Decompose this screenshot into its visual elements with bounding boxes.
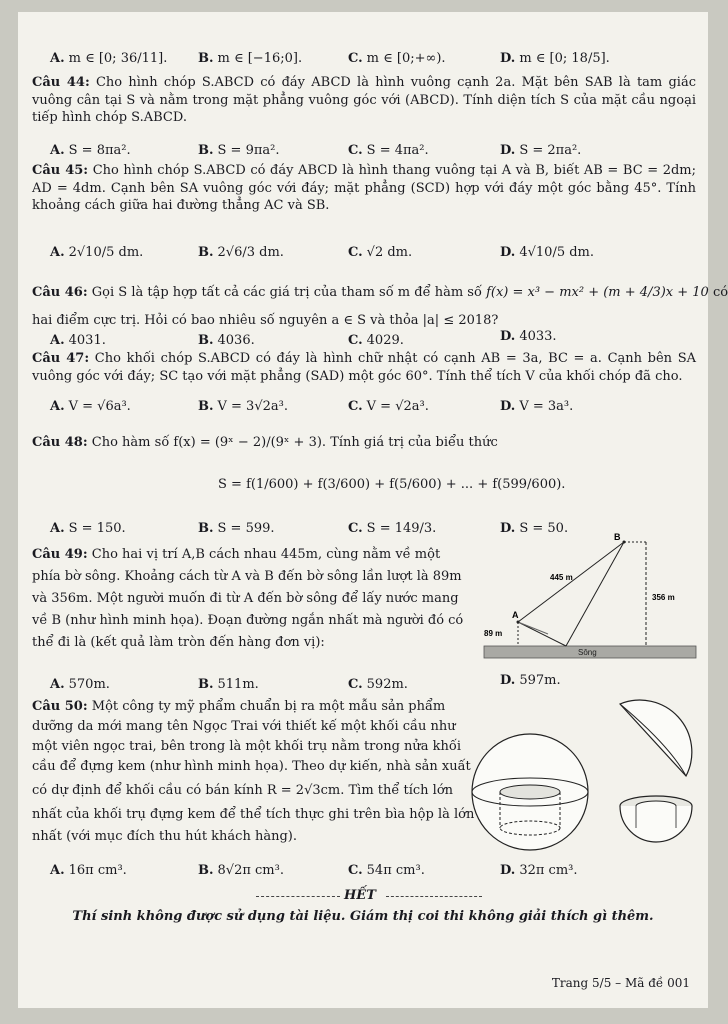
point-a [517,621,520,624]
exam-note: Thí sinh không được sử dụng tài liệu. Giám thị coi thi không giải thích gì thêm. [72,909,654,924]
q44-option-c: C. S = 4πa². [348,143,429,158]
question-text: Cho hình chóp S.ABCD có đáy ABCD là hình vuông cạnh 2a. Mặt bên SAB là tam giác vuông cân tại S và nằm trong mặt phẳng vuông góc với (ABCD). Tính diện tích S của mặt cầu ngoại tiếp hình chóp S.ABCD. [32,75,696,126]
label-a-distance: 89 m [484,629,503,638]
cup-body [620,806,692,842]
question-49-line-5: thể đi là (kết quả làm tròn đến hàng đơn vị): [32,635,325,650]
sum-expression: S = f(1/600) + f(3/600) + f(5/600) + ... + f(599/600). [218,477,566,492]
q48-option-a: A. S = 150. [50,521,126,536]
q46-option-d: D. 4033. [500,329,557,344]
question-50-line-4: cầu để đựng kem (như hình minh họa). Theo dự kiến, nhà sản xuất [32,759,471,774]
q48-option-c: C. S = 149/3. [348,521,437,536]
q49-option-d: D. 597m. [500,673,561,688]
row-top-option-d: D. m ∈ [0; 18/5]. [500,51,610,66]
question-45 [32,162,696,215]
q46-option-b: B. 4036. [198,333,255,348]
question-number: Câu 48: [32,435,88,450]
question-46-line-2 [32,312,498,330]
q44-option-a: A. S = 8πa². [50,143,131,158]
q50-option-d: D. 32π cm³. [500,863,578,878]
q48-option-d: D. S = 50. [500,521,569,536]
question-49-line-3: và 356m. Một người muốn đi từ A đến bờ sông để lấy nước mang [32,591,459,606]
point-b [623,541,626,544]
q47-option-b: B. V = 3√2a³. [198,399,288,414]
label-a: A [512,610,519,620]
row-top-option-a: A. m ∈ [0; 36/11]. [50,51,168,66]
question-44 [32,74,696,127]
question-50-line-6: nhất của khối trụ đựng kem để thể tích thực ghi trên bìa hộp là lớn [32,807,475,822]
question-50-line-3: một viên ngọc trai, bên trong là một khối trụ nằm trong nửa khối [32,739,462,754]
question-50-line-1 [32,698,445,716]
q47-option-c: C. V = √2a³. [348,399,429,414]
q47-option-d: D. V = 3a³. [500,399,574,414]
exam-page [18,12,728,1008]
row-top-option-c: C. m ∈ [0;+∞). [348,51,446,66]
label-b-distance: 356 m [652,593,675,602]
river-diagram [478,534,700,674]
q50-option-a: A. 16π cm³. [50,863,127,878]
q47-option-a: A. V = √6a³. [50,399,131,414]
end-line-right [386,896,482,897]
question-number: Câu 45: [32,163,89,178]
pearl-box-diagram [470,696,700,848]
question-text: Cho hàm số f(x) = (9ˣ − 2)/(9ˣ + 3). Tính giá trị của biểu thức [91,435,498,450]
helper-line [518,622,548,634]
question-47 [32,350,696,385]
question-text: Cho hai vị trí A,B cách nhau 445m, cùng nằm về một [91,547,441,562]
question-50-line-7: nhất (với mục đích thu hút khách hàng). [32,829,297,844]
q49-option-b: B. 511m. [198,677,259,692]
page-footer: Trang 5/5 – Mã đề 001 [551,976,690,990]
question-48 [32,434,498,452]
q46-option-a: A. 4031. [50,333,106,348]
question-number: Câu 46: [32,285,88,300]
row-top-option-b: B. m ∈ [−16;0]. [198,51,303,66]
segment-ab [518,542,624,622]
question-49-line-4: về B (như hình minh họa). Đoạn đường ngắn nhất mà người đó có [32,613,464,628]
q45-option-c: C. √2 dm. [348,245,413,260]
question-text: hai điểm cực trị. Hỏi có bao nhiêu số nguyên a ∈ S và thỏa |a| ≤ 2018? [32,313,499,328]
question-text: Cho khối chóp S.ABCD có đáy là hình chữ nhật có cạnh AB = 3a, BC = a. Cạnh bên SA vuông góc với đáy; SC tạo với mặt phẳng (SAD) một góc 60°. Tính thể tích V của khối chóp đã cho. [32,351,696,384]
question-number: Câu 47: [32,351,90,366]
question-text-end: có [712,285,728,300]
cylinder-top [500,785,560,799]
q45-option-b: B. 2√6/3 dm. [198,245,284,260]
q45-option-a: A. 2√10/5 dm. [50,245,144,260]
question-50-line-2: dưỡng da mới mang tên Ngọc Trai với thiết kế một khối cầu như [32,719,456,734]
question-number: Câu 49: [32,547,88,562]
q48-option-b: B. S = 599. [198,521,275,536]
river-label: Sông [578,648,597,657]
q45-option-d: D. 4√10/5 dm. [500,245,595,260]
q50-option-c: C. 54π cm³. [348,863,425,878]
lid-outline [620,700,692,776]
question-text: Một công ty mỹ phẩm chuẩn bị ra một mẫu sản phẩm [91,699,446,714]
path-river-to-b [566,542,624,646]
q49-option-a: A. 570m. [50,677,110,692]
question-number: Câu 44: [32,75,90,90]
path-a-to-river [518,622,566,646]
question-text: Gọi S là tập hợp tất cả các giá trị của tham số m để hàm số [91,285,482,300]
q49-option-c: C. 592m. [348,677,408,692]
end-line-left [256,896,340,897]
question-49-line-2: phía bờ sông. Khoảng cách từ A và B đến bờ sông lần lượt là 89m [32,569,462,584]
question-46 [32,284,728,302]
q46-option-c: C. 4029. [348,333,404,348]
question-number: Câu 50: [32,699,88,714]
q50-option-b: B. 8√2π cm³. [198,863,284,878]
q44-option-d: D. S = 2πa². [500,143,582,158]
q44-option-b: B. S = 9πa². [198,143,280,158]
label-ab-distance: 445 m [550,573,573,582]
question-50-line-5: có dự định để khối cầu có bán kính R = 2√3cm. Tìm thể tích lớn [32,783,454,798]
question-49-line-1 [32,546,440,564]
end-marker: HẾT [344,888,376,903]
question-text: Cho hình chóp S.ABCD có đáy ABCD là hình thang vuông tại A và B, biết AB = BC = 2dm; AD = 4dm. Cạnh bên SA vuông góc với đáy; mặt phẳng (SCD) hợp với đáy một góc bằng 45°. Tính khoảng cách giữa hai đường thẳng AC và SB. [32,163,696,214]
function-formula: f(x) = x³ − mx² + (m + 4/3)x + 10 [486,285,709,300]
label-b: B [614,532,621,542]
